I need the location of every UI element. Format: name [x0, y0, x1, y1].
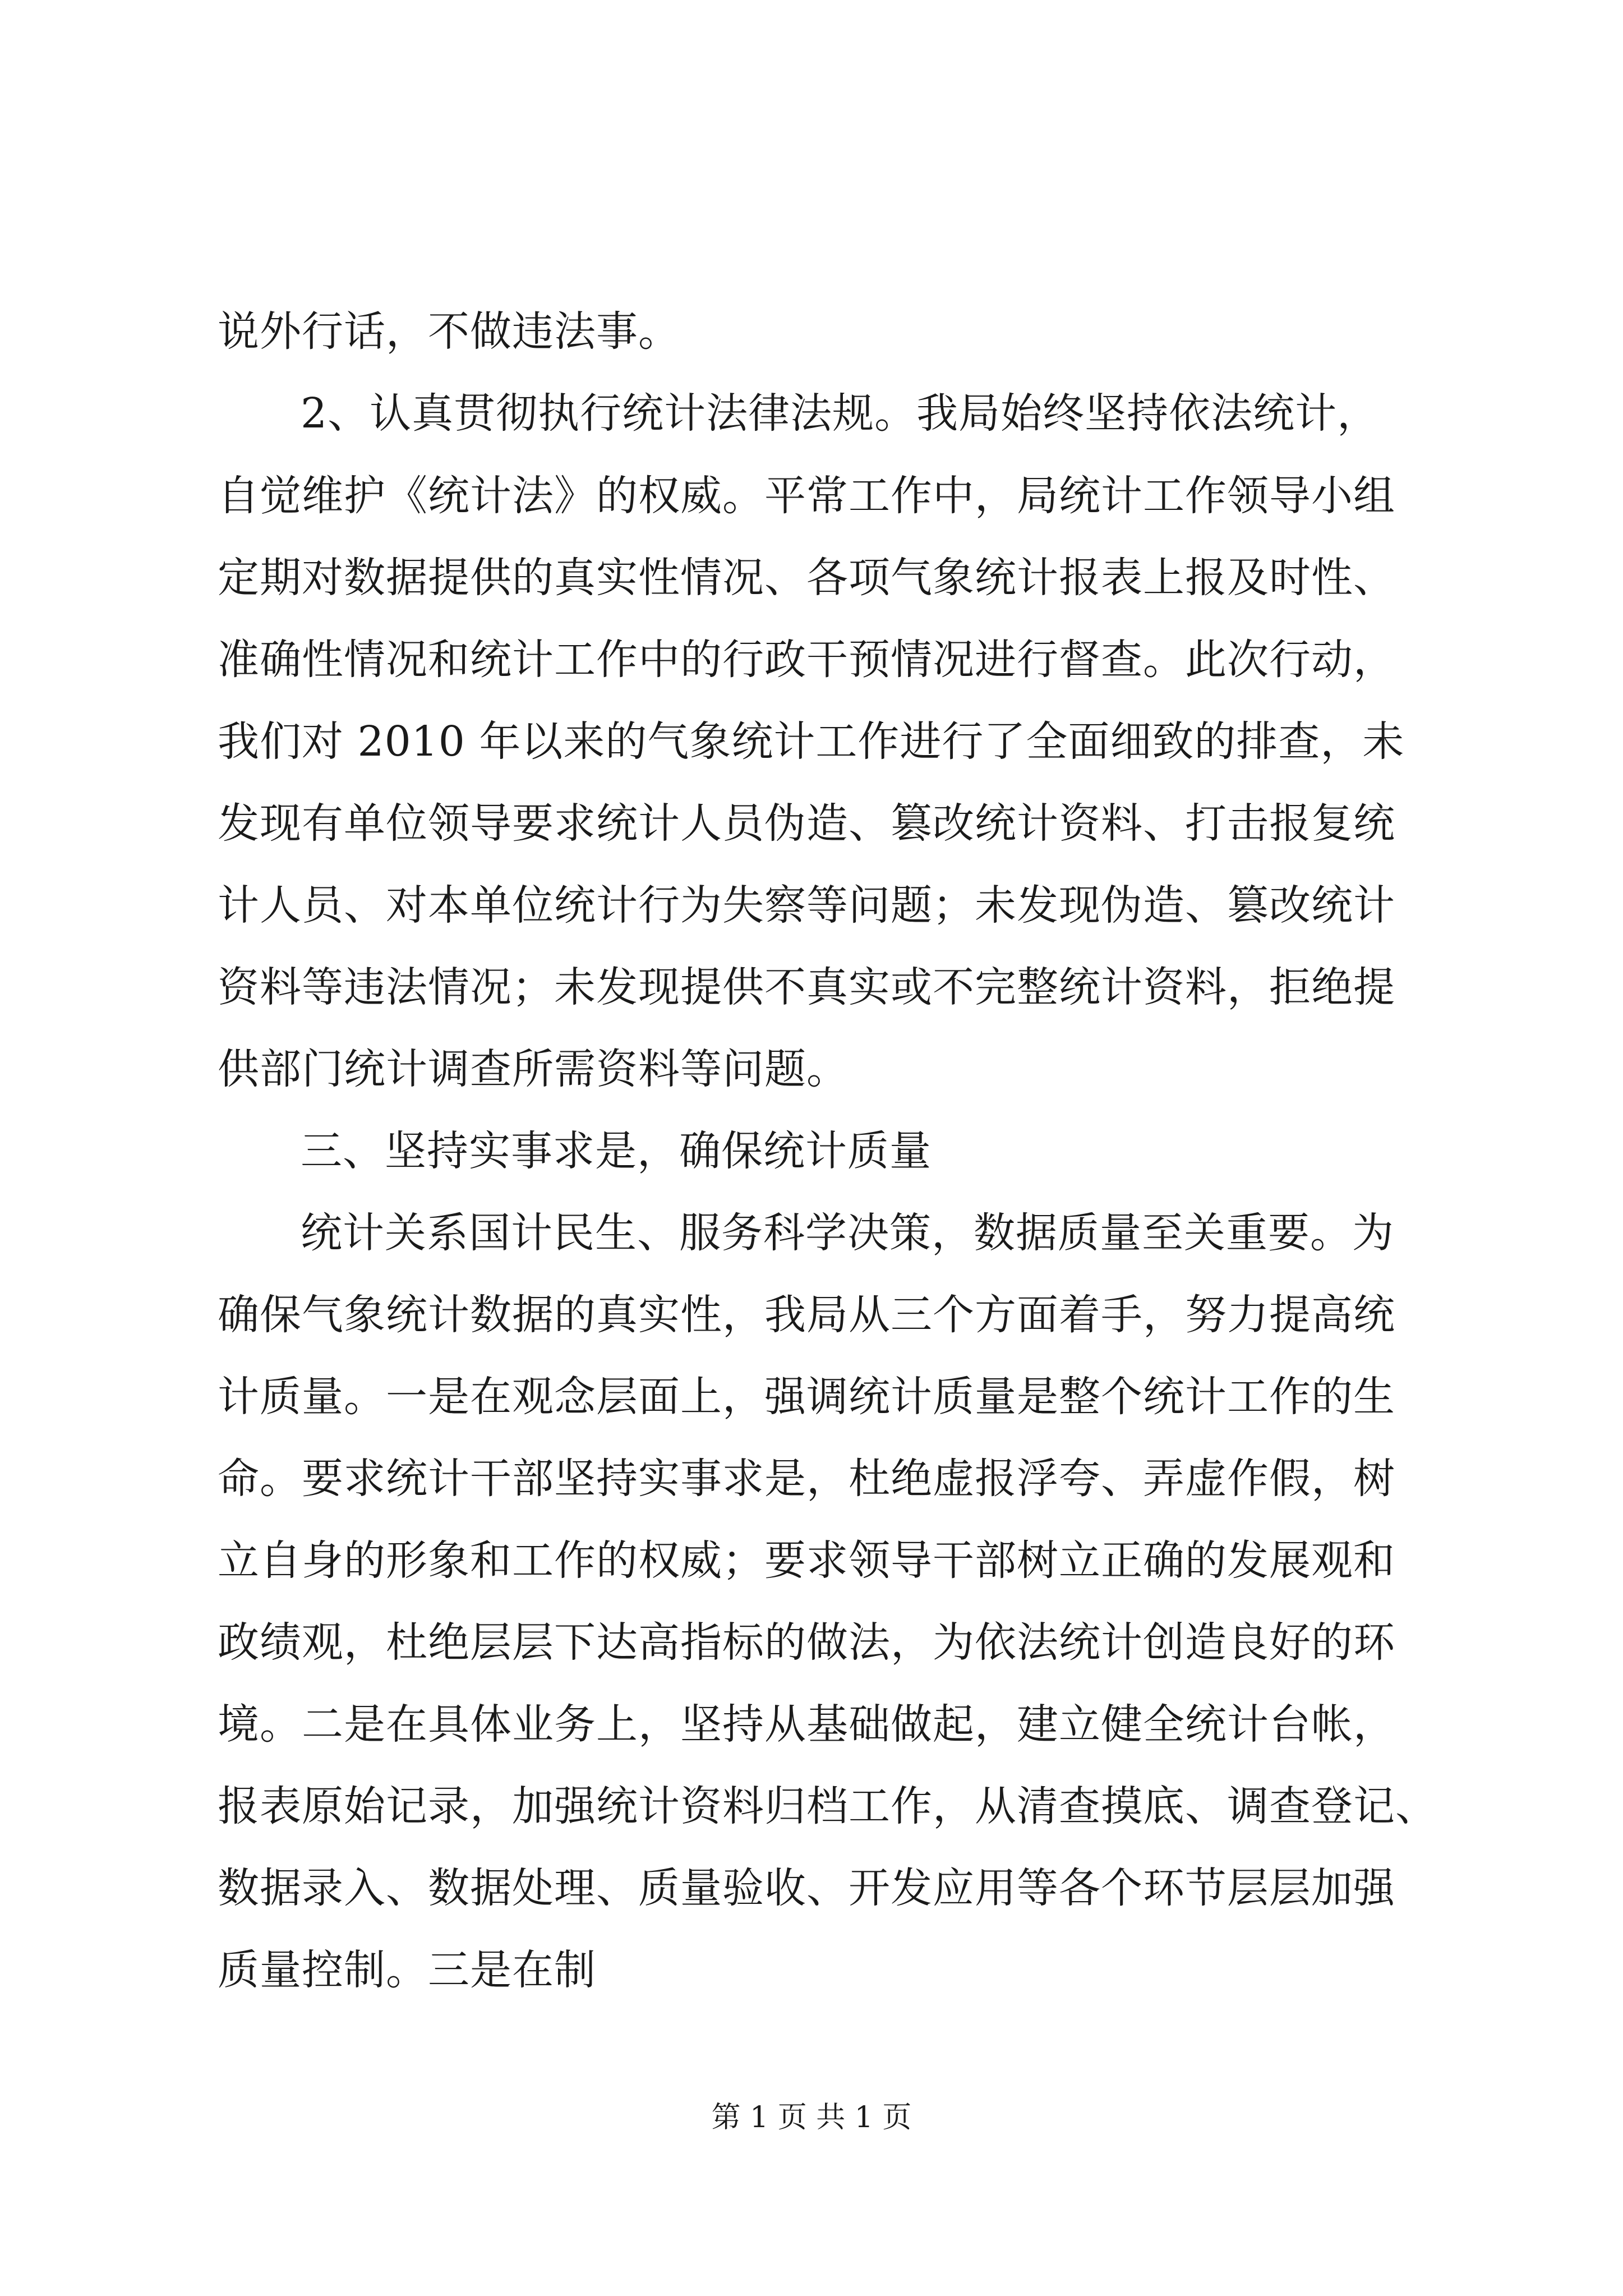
- text-line: 准确性情况和统计工作中的行政干预情况进行督查。此次行动，: [218, 636, 1395, 684]
- text-line: 数据录入、数据处理、质量验收、开发应用等各个环节层层加强: [218, 1864, 1395, 1912]
- text-line: 定期对数据提供的真实性情况、各项气象统计报表上报及时性、: [218, 554, 1395, 602]
- text-line: 供部门统计调查所需资料等问题。: [218, 1045, 849, 1093]
- text-line: 说外行话，不做违法事。: [218, 307, 680, 356]
- text-line: 境。二是在具体业务上，坚持从基础做起，建立健全统计台帐，: [218, 1700, 1395, 1749]
- text-line: 计质量。一是在观念层面上，强调统计质量是整个统计工作的生: [218, 1373, 1395, 1421]
- text-line: 发现有单位领导要求统计人员伪造、篡改统计资料、打击报复统: [218, 799, 1395, 848]
- text-line: 立自身的形象和工作的权威；要求领导干部树立正确的发展观和: [218, 1536, 1395, 1585]
- text-line: 确保气象统计数据的真实性，我局从三个方面着手，努力提高统: [218, 1291, 1395, 1339]
- text-line: 政绩观，杜绝层层下达高指标的做法，为依法统计创造良好的环: [218, 1618, 1395, 1667]
- section-heading: 三、坚持实事求是，确保统计质量: [301, 1127, 932, 1175]
- text-line: 2、认真贯彻执行统计法律法规。我局始终坚持依法统计，: [301, 389, 1380, 438]
- text-line: 自觉维护《统计法》的权威。平常工作中，局统计工作领导小组: [218, 472, 1395, 520]
- text-line: 命。要求统计干部坚持实事求是，杜绝虚报浮夸、弄虚作假，树: [218, 1455, 1395, 1503]
- text-line: 资料等违法情况；未发现提供不真实或不完整统计资料，拒绝提: [218, 963, 1395, 1011]
- text-line: 质量控制。三是在制: [218, 1946, 596, 1994]
- text-line: 我们对 2010 年以来的气象统计工作进行了全面细致的排查，未: [218, 717, 1405, 766]
- page-footer: 第 1 页 共 1 页: [711, 2101, 912, 2134]
- text-line: 计人员、对本单位统计行为失察等问题；未发现伪造、篡改统计: [218, 881, 1395, 930]
- text-line: 统计关系国计民生、服务科学决策，数据质量至关重要。为: [301, 1209, 1394, 1257]
- text-line: 报表原始记录，加强统计资料归档工作，从清查摸底、调查登记、: [218, 1782, 1437, 1830]
